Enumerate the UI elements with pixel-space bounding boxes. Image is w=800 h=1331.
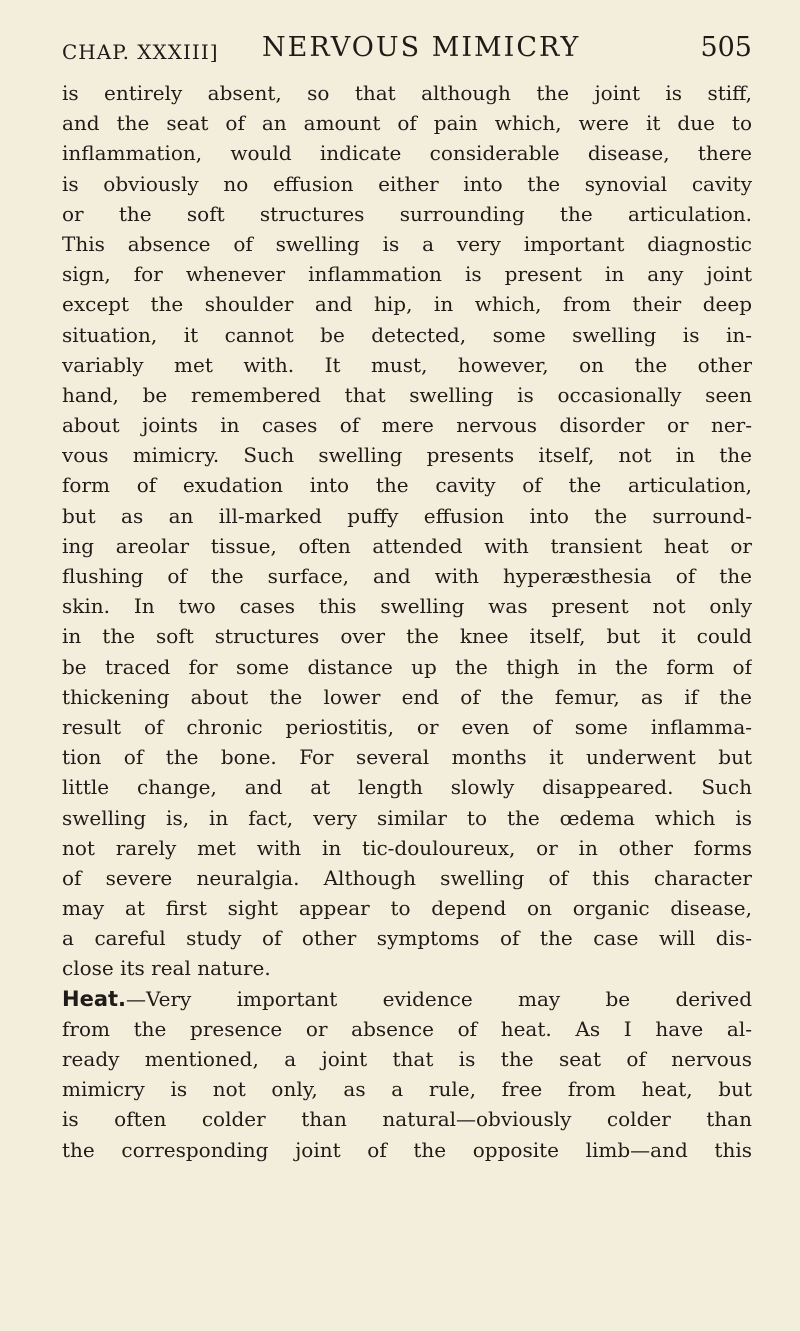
text-line: flushing of the surface, and with hyperæsthesia of the — [62, 564, 752, 588]
text-line: be traced for some distance up the thigh in the form of — [62, 654, 752, 679]
running-head — [62, 24, 752, 78]
text-line: but as an ill-marked puffy effusion into the surround- — [62, 503, 752, 528]
text-line: swelling is, in fact, very similar to the œdema which is — [62, 805, 752, 830]
text-line: is often colder than natural—obviously colder than — [62, 1107, 752, 1132]
text-line: mimicry is not only, as a rule, free from heat, but — [62, 1077, 752, 1102]
heat-first-line — [62, 984, 752, 1014]
text-line: sign, for whenever inflammation is present in any joint — [62, 262, 752, 287]
text-line: situation, it cannot be detected, some swelling is in- — [62, 322, 752, 347]
text-line: from the presence or absence of heat. As I have al- — [62, 1016, 752, 1041]
text-line: ing areolar tissue, often attended with transient heat or — [62, 533, 752, 558]
text-line: little change, and at length slowly disappeared. Such — [62, 775, 752, 800]
running-title: NERVOUS MIMICRY — [262, 32, 581, 63]
text-line: is obviously no effusion either into the synovial cavity — [62, 171, 752, 196]
text-line: except the shoulder and hip, in which, from their deep — [62, 292, 752, 317]
text-line: close its real nature. — [62, 956, 271, 981]
text-line: of severe neuralgia. Although swelling of this character — [62, 865, 752, 890]
text-line: and the seat of an amount of pain which, were it due to — [62, 111, 752, 136]
body-text — [62, 78, 752, 1165]
text-line: or the soft structures surrounding the articulation. — [62, 201, 752, 226]
text-line: ready mentioned, a joint that is the seat of nervous — [62, 1047, 752, 1071]
text-line: inflammation, would indicate considerable disease, there — [62, 141, 752, 166]
text-line: hand, be remembered that swelling is occasionally seen — [62, 382, 752, 407]
text-line: skin. In two cases this swelling was present not only — [62, 594, 752, 619]
heat-first-line-text: —Very important evidence may be derived — [126, 986, 752, 1011]
text-line: thickening about the lower end of the femur, as if the — [62, 684, 752, 709]
page-number: 505 — [700, 32, 752, 63]
text-line: vous mimicry. Such swelling presents itself, not in the — [62, 443, 752, 468]
text-line: result of chronic periostitis, or even of some inflamma- — [62, 714, 752, 739]
section-heading-heat: Heat. — [62, 986, 127, 1011]
text-line: not rarely met with in tic-douloureux, or in other forms — [62, 835, 752, 860]
text-line: This absence of swelling is a very important diagnostic — [62, 231, 752, 256]
text-line: the corresponding joint of the opposite limb—and this — [62, 1137, 752, 1162]
text-line: in the soft structures over the knee itself, but it could — [62, 624, 752, 649]
text-line: is entirely absent, so that although the joint is stiff, — [62, 81, 752, 105]
text-line: form of exudation into the cavity of the articulation, — [62, 473, 752, 498]
text-line: variably met with. It must, however, on the other — [62, 352, 752, 377]
text-line: about joints in cases of mere nervous disorder or ner- — [62, 413, 752, 438]
text-line: tion of the bone. For several months it underwent but — [62, 745, 752, 770]
text-line: a careful study of other symptoms of the case will dis- — [62, 926, 752, 951]
text-line: may at first sight appear to depend on organic disease, — [62, 896, 752, 921]
chapter-label: CHAP. XXXIII] — [62, 40, 219, 64]
